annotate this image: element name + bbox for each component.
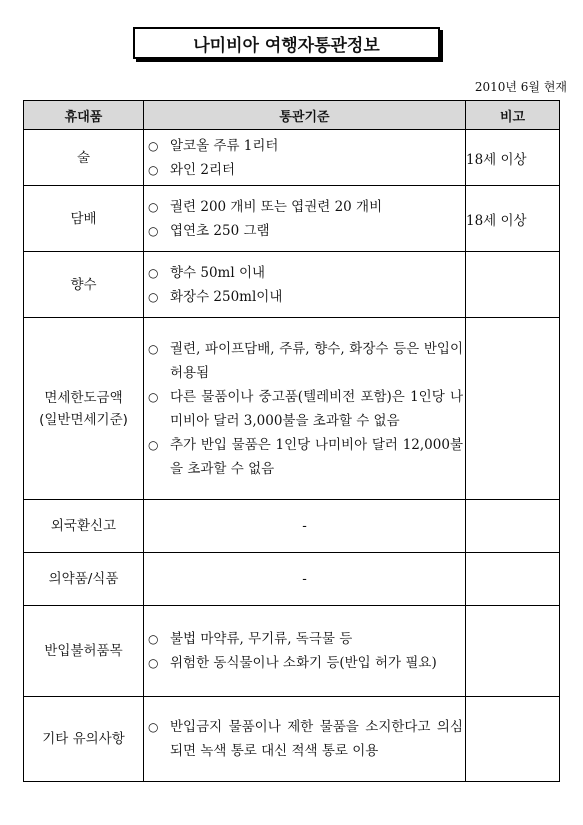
row-standard	[144, 252, 466, 318]
table-row	[24, 130, 560, 186]
bullet-circle-icon: ○	[148, 265, 159, 280]
bullet-circle-icon: ○	[148, 389, 159, 404]
bullet-circle-icon: ○	[148, 223, 159, 238]
row-note	[466, 500, 560, 553]
bullet-circle-icon: ○	[148, 289, 159, 304]
row-item: 기타 유의사항	[24, 697, 144, 782]
row-standard: -	[144, 553, 466, 606]
row-standard	[144, 697, 466, 782]
header-note: 비고	[466, 101, 560, 130]
row-item: 담배	[24, 186, 144, 252]
row-item: 의약품/식품	[24, 553, 144, 606]
list-item: ○ 궐련, 파이프담배, 주류, 향수, 화장수 등은 반입이 허용됨	[148, 337, 463, 385]
table-row	[24, 606, 560, 697]
list-item: ○ 위험한 동식물이나 소화기 등(반입 허가 필요)	[148, 651, 463, 675]
row-item-line: 면세한도금액	[44, 389, 123, 406]
row-note	[466, 697, 560, 782]
row-standard	[144, 130, 466, 186]
header-item: 휴대품	[24, 101, 144, 130]
row-note	[466, 606, 560, 697]
table-row	[24, 318, 560, 500]
row-note: 18세 이상	[466, 186, 560, 252]
document-title-text: 나미비아 여행자통관정보	[193, 35, 380, 56]
effective-date: 2010년 6월 현재	[474, 80, 567, 94]
header-standard: 통관기준	[144, 101, 466, 130]
table-row	[24, 252, 560, 318]
customs-table	[23, 100, 560, 782]
row-note	[466, 553, 560, 606]
list-item: ○ 다른 물품이나 중고품(텔레비전 포함)은 1인당 나미비아 달러 3,000불을 초과할 수 없음	[148, 385, 463, 433]
list-item: ○ 추가 반입 물품은 1인당 나미비아 달러 12,000불을 초과할 수 없음	[148, 433, 463, 481]
row-standard	[144, 606, 466, 697]
table-header-row	[24, 101, 560, 130]
row-note	[466, 252, 560, 318]
row-standard	[144, 318, 466, 500]
row-standard	[144, 186, 466, 252]
bullet-circle-icon: ○	[148, 656, 159, 670]
row-item: 향수	[24, 252, 144, 318]
row-note: 18세 이상	[466, 130, 560, 186]
row-item: 외국환신고	[24, 500, 144, 553]
list-item: ○ 와인 2리터	[148, 158, 463, 182]
list-item: ○ 화장수 250ml이내	[148, 285, 463, 309]
list-item: ○ 반입금지 물품이나 제한 물품을 소지한다고 의심되면 녹색 통로 대신 적색 통로 이용	[148, 715, 463, 763]
bullet-circle-icon: ○	[148, 437, 159, 452]
row-item-line: (일반면세기준)	[39, 411, 128, 428]
row-note	[466, 318, 560, 500]
table-row	[24, 186, 560, 252]
bullet-circle-icon: ○	[148, 138, 159, 153]
document-title	[133, 27, 440, 59]
list-item: ○ 궐련 200 개비 또는 엽권련 20 개비	[148, 195, 463, 219]
row-item: 술	[24, 130, 144, 186]
row-standard: -	[144, 500, 466, 553]
row-item: 반입불허품목	[24, 606, 144, 697]
bullet-circle-icon: ○	[148, 199, 159, 214]
list-item: ○ 알코올 주류 1리터	[148, 134, 463, 158]
list-item: ○ 향수 50ml 이내	[148, 261, 463, 285]
table-row	[24, 697, 560, 782]
list-item: ○ 엽연초 250 그램	[148, 219, 463, 243]
table-row	[24, 553, 560, 606]
bullet-circle-icon: ○	[148, 720, 159, 734]
table-row	[24, 500, 560, 553]
bullet-circle-icon: ○	[148, 341, 159, 356]
bullet-circle-icon: ○	[148, 632, 159, 646]
bullet-circle-icon: ○	[148, 162, 159, 177]
row-item	[24, 318, 144, 500]
list-item: ○ 불법 마약류, 무기류, 독극물 등	[148, 627, 463, 651]
